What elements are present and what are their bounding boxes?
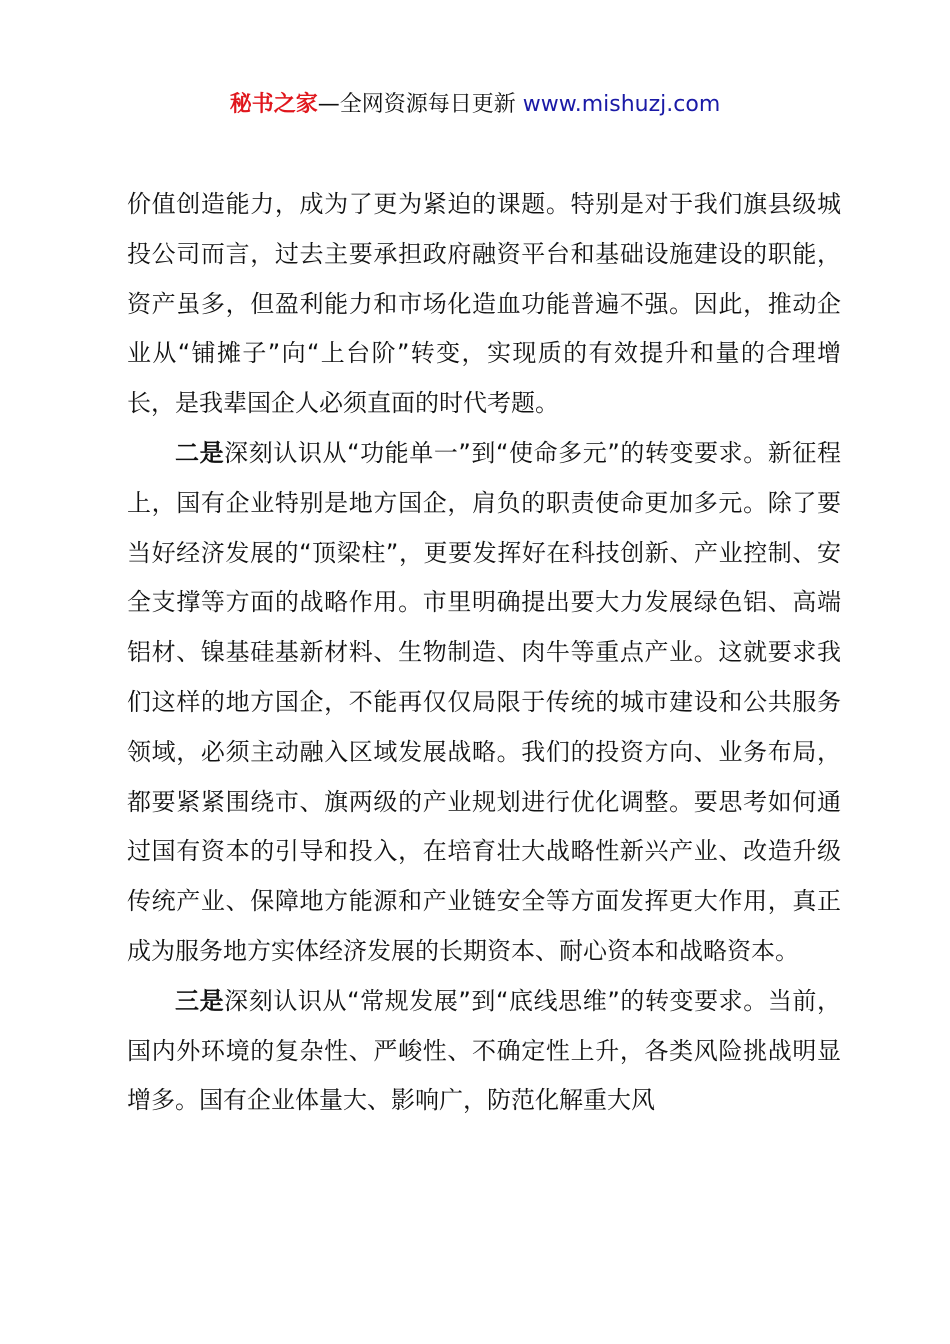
paragraph-continuation	[127, 180, 841, 429]
paragraph-second-point	[127, 429, 841, 977]
paragraph-lead: 三是	[175, 986, 225, 1015]
paragraph-text: 价值创造能力，成为了更为紧迫的课题。特别是对于我们旗县级城投公司而言，过去主要承担政府融资平台和基础设施建设的职能，资产虽多，但盈利能力和市场化造血功能普遍不强。因此，推动企业从“铺摊子”向“上台阶”转变，实现质的有效提升和量的合理增长，是我辈国企人必须直面的时代考题。	[127, 190, 841, 418]
website-link[interactable]: www.mishuzj.com	[522, 92, 721, 117]
paragraph-text: 深刻认识从“常规发展”到“底线思维”的转变要求。当前，国内外环境的复杂性、严峻性、不确定性上升，各类风险挑战明显增多。国有企业体量大、影响广，防范化解重大风	[127, 986, 842, 1115]
header-tagline: —全网资源每日更新	[317, 92, 523, 117]
paragraph-lead: 二是	[175, 438, 225, 467]
page-header	[0, 88, 950, 122]
paragraph-third-point	[127, 977, 841, 1126]
brand-name: 秘书之家	[229, 92, 318, 117]
paragraph-text: 深刻认识从“功能单一”到“使命多元”的转变要求。新征程上，国有企业特别是地方国企，肩负的职责使命更加多元。除了要当好经济发展的“顶梁柱”，更要发挥好在科技创新、产业控制、安全支撑等方面的战略作用。市里明确提出要大力发展绿色铝、高端铝材、镍基硅基新材料、生物制造、肉牛等重点产业。这就要求我们这样的地方国企，不能再仅仅局限于传统的城市建设和公共服务领域，必须主动融入区域发展战略。我们的投资方向、业务布局，都要紧紧围绕市、旗两级的产业规划进行优化调整。要思考如何通过国有资本的引导和投入，在培育壮大战略性新兴产业、改造升级传统产业、保障地方能源和产业链安全等方面发挥更大作用，真正成为服务地方实体经济发展的长期资本、耐心资本和战略资本。	[127, 438, 842, 965]
document-body	[127, 180, 841, 1126]
